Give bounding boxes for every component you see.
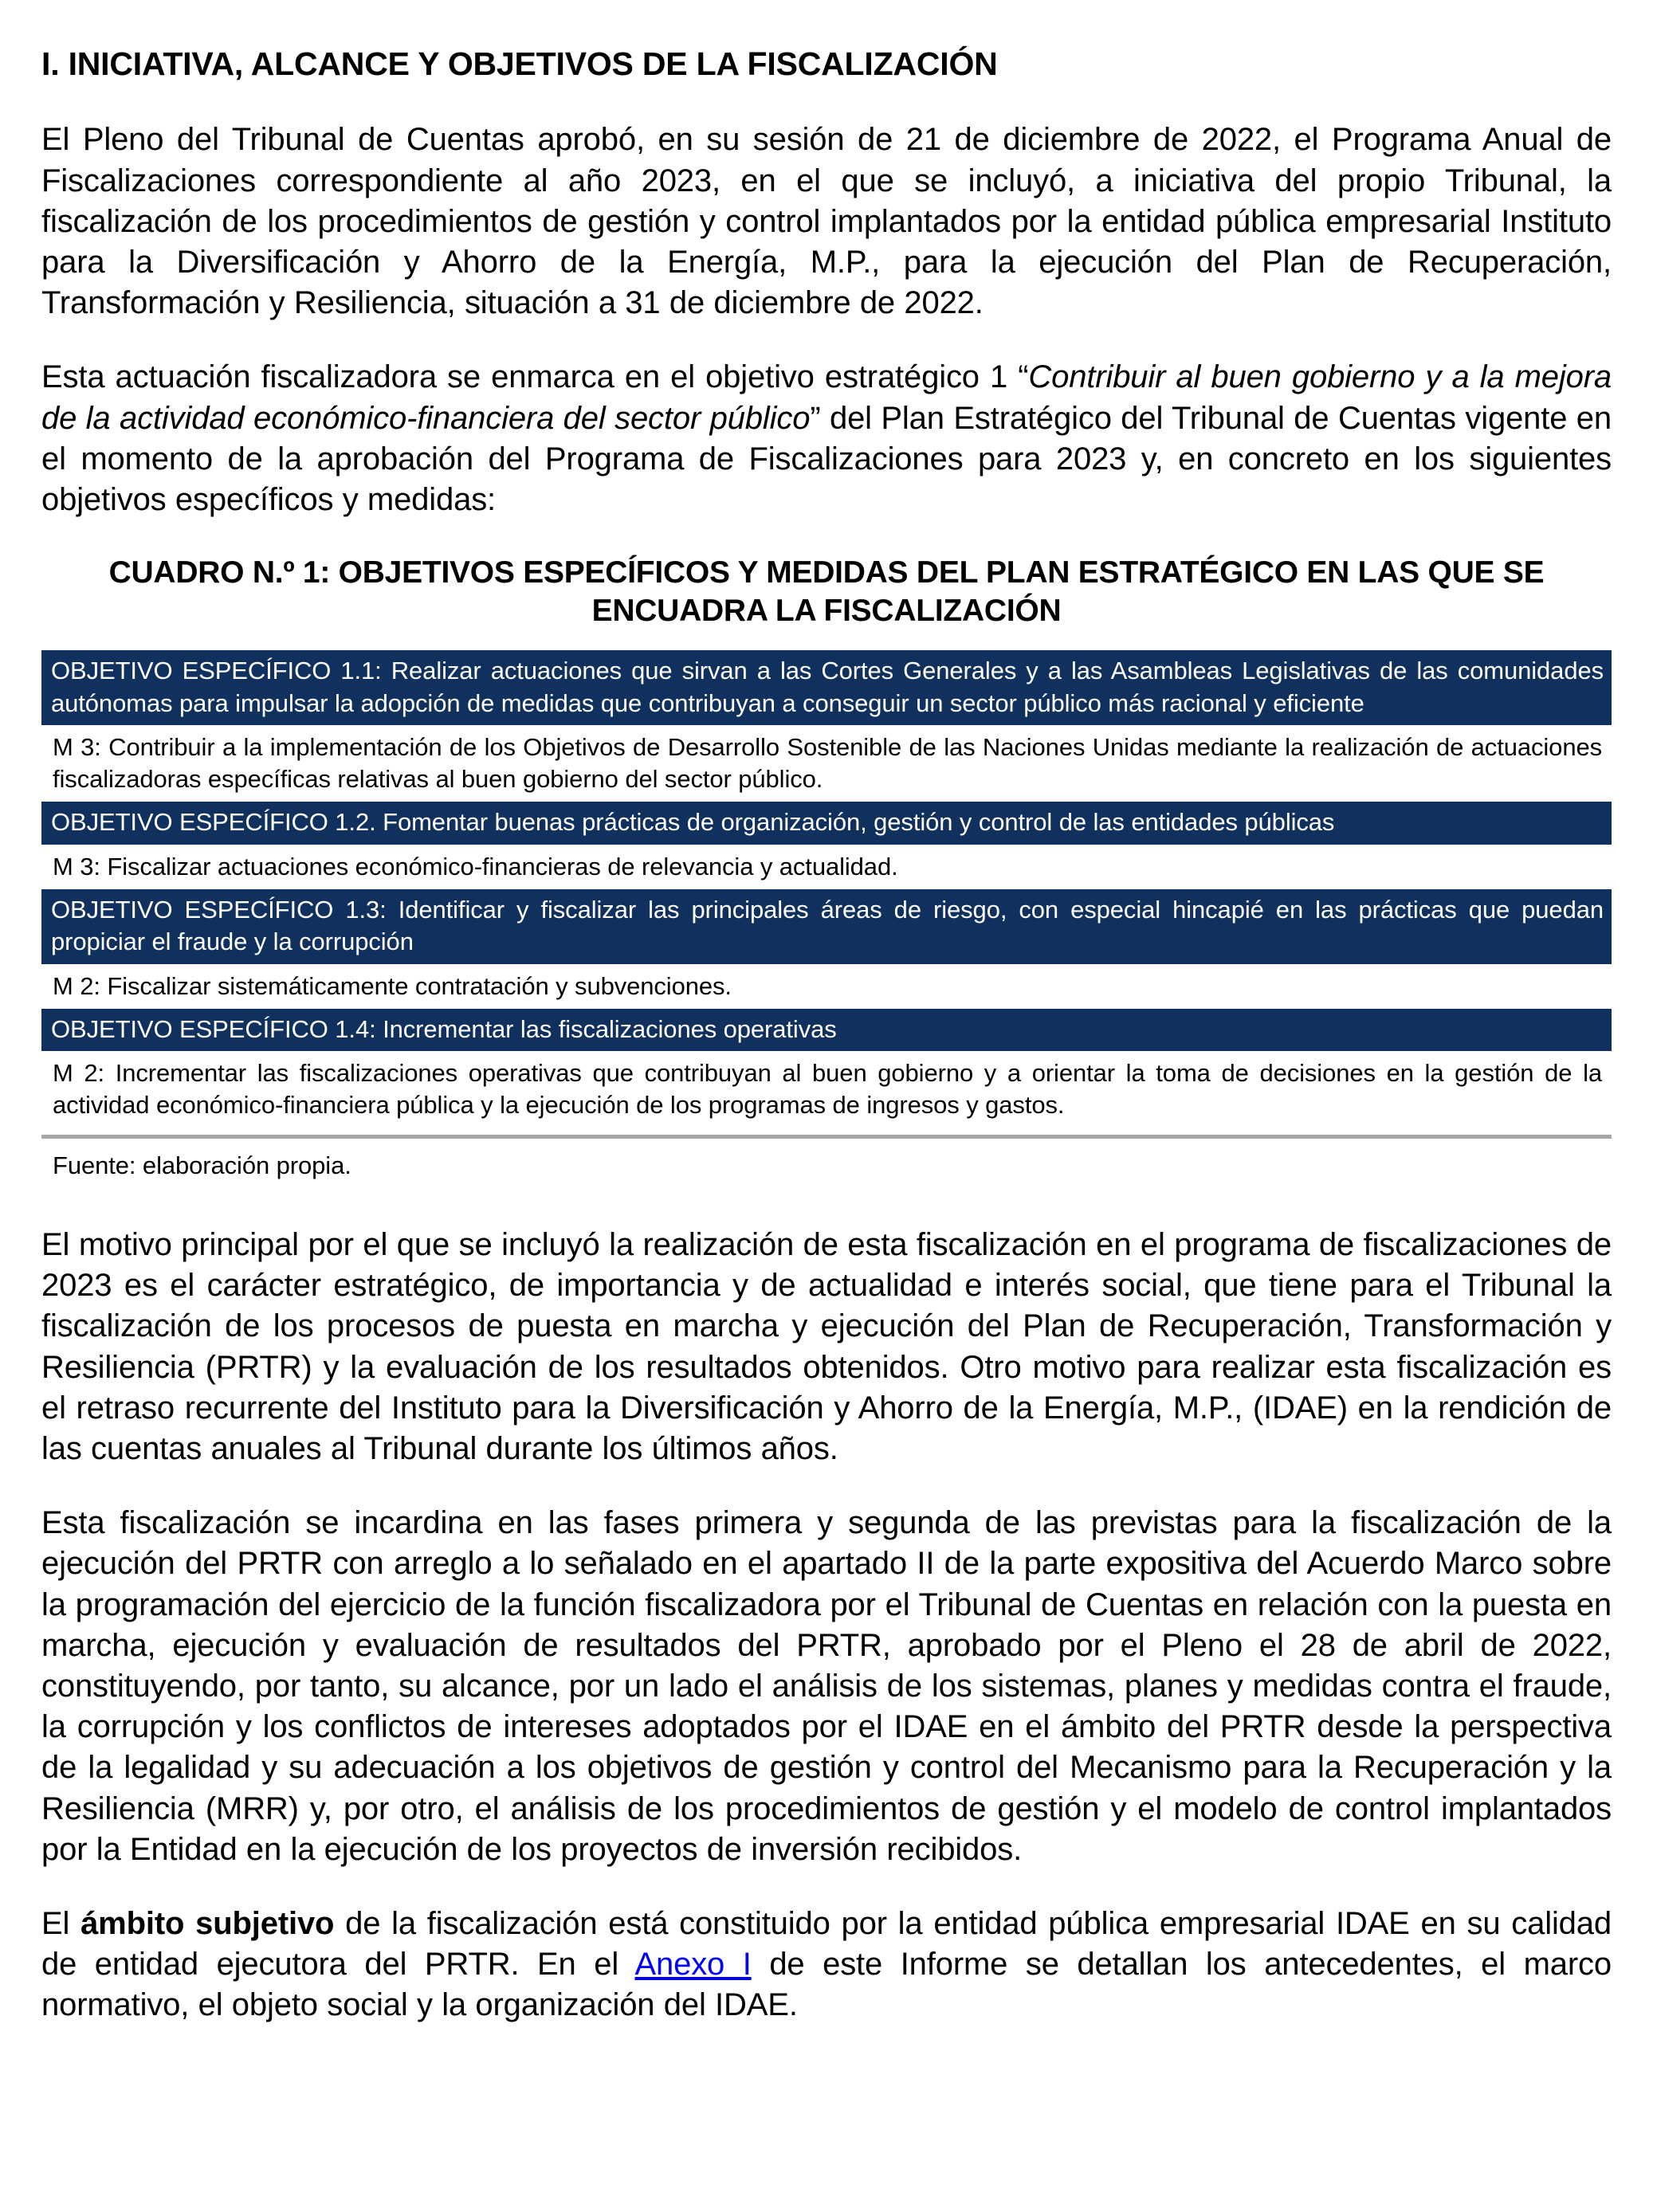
table-row (41, 650, 1612, 725)
objective-header-cell: OBJETIVO ESPECÍFICO 1.2. Fomentar buenas prácticas de organización, gestión y control de las entidades públicas (41, 802, 1612, 845)
cuadro-source-note: Fuente: elaboración propia. (53, 1151, 351, 1179)
cuadro-title: CUADRO N.º 1: OBJETIVOS ESPECÍFICOS Y MEDIDAS DEL PLAN ESTRATÉGICO EN LAS QUE SE ENCUADRA LA FISCALIZACIÓN (108, 555, 1545, 628)
measure-cell: M 2: Incrementar las fiscalizaciones operativas que contribuyan al buen gobierno y a orientar la toma de decisiones en la gestión de la actividad económico-financiera pública y la ejecución de los programas de ingresos y gastos. (41, 1052, 1612, 1128)
ambito-subjetivo-bold: ámbito subjetivo (80, 1905, 335, 1941)
measure-cell: M 2: Fiscalizar sistemáticamente contratación y subvenciones. (41, 964, 1612, 1009)
paragraph-text-part: de este Informe se detallan los antecedentes, el marco normativo, el objeto social y la organización del IDAE. (41, 1947, 1612, 2023)
table-row (41, 845, 1612, 889)
paragraph-italic-quote: Contribuir al buen gobierno y a la mejora de la actividad económico-financiera del sector público (41, 359, 1612, 436)
table-row (41, 889, 1612, 964)
cuadro-objetivos-table (41, 650, 1612, 1128)
table-row (41, 1052, 1612, 1128)
objective-header-cell: OBJETIVO ESPECÍFICO 1.1: Realizar actuaciones que sirvan a las Cortes Generales y a las Asambleas Legislativas de las comunidades autónomas para impulsar la adopción de medidas que contribuyan a conseguir un sector público más racional y eficiente (41, 650, 1612, 725)
anexo-i-link[interactable]: Anexo I (634, 1947, 752, 1983)
table-row (41, 802, 1612, 845)
table-row (41, 725, 1612, 802)
page-title: I. INICIATIVA, ALCANCE Y OBJETIVOS DE LA FISCALIZACIÓN (41, 45, 998, 82)
paragraph-intro-programa-anual: El Pleno del Tribunal de Cuentas aprobó, en su sesión de 21 de diciembre de 2022, el Programa Anual de Fiscalizaciones correspondiente al año 2023, en el que se incluyó, a iniciativa del propio Tribunal, la fiscalización de los procedimientos de gestión y control implantados por la entidad pública empresarial Instituto para la Diversificación y Ahorro de la Energía, M.P., para la ejecución del Plan de Recuperación, Transformación y Resiliencia, situación a 31 de diciembre de 2022. (41, 122, 1612, 321)
measure-cell: M 3: Fiscalizar actuaciones económico-financieras de relevancia y actualidad. (41, 845, 1612, 889)
paragraph-motivo-principal: El motivo principal por el que se incluyó la realización de esta fiscalización en el programa de fiscalizaciones de 2023 es el carácter estratégico, de importancia y de actualidad e interés social, que tiene para el Tribunal la fiscalización de los procesos de puesta en marcha y ejecución del Plan de Recuperación, Transformación y Resiliencia (PRTR) y la evaluación de los resultados obtenidos. Otro motivo para realizar esta fiscalización es el retraso recurrente del Instituto para la Diversificación y Ahorro de la Energía, M.P., (IDAE) en la rendición de las cuentas anuales al Tribunal durante los últimos años. (41, 1227, 1612, 1467)
spacer (41, 1182, 1612, 1225)
measure-cell: M 3: Contribuir a la implementación de los Objetivos de Desarrollo Sostenible de las Naciones Unidas mediante la realización de actuaciones fiscalizadoras específicas relativas al buen gobierno del sector público. (41, 725, 1612, 802)
table-row (41, 964, 1612, 1009)
paragraph-text-part: ” del Plan Estratégico del Tribunal de Cuentas vigente en el momento de la aprobación del Programa de Fiscalizaciones para 2023 y, en concreto en los siguientes objetivos específicos y medidas: (41, 400, 1612, 517)
paragraph-text-part: El (41, 1905, 81, 1941)
paragraph-ambito-subjetivo (41, 1904, 1612, 2026)
paragraph-incardina-fases: Esta fiscalización se incardina en las fases primera y segunda de las previstas para la fiscalización de la ejecución del PRTR con arreglo a lo señalado en el apartado II de la parte expositiva del Acuerdo Marco sobre la programación del ejercicio de la función fiscalizadora por el Tribunal de Cuentas en relación con la puesta en marcha, ejecución y evaluación de resultados del PRTR, aprobado por el Pleno el 28 de abril de 2022, constituyendo, por tanto, su alcance, por un lado el análisis de los sistemas, planes y medidas contra el fraude, la corrupción y los conflictos de intereses adoptados por el IDAE en el ámbito del PRTR desde la perspectiva de la legalidad y su adecuación a los objetivos de gestión y control del Mecanismo para la Recuperación y la Resiliencia (MRR) y, por otro, el análisis de los procedimientos de gestión y el modelo de control implantados por la Entidad en la ejecución de los proyectos de inversión recibidos. (41, 1505, 1612, 1867)
objective-header-cell: OBJETIVO ESPECÍFICO 1.4: Incrementar las fiscalizaciones operativas (41, 1009, 1612, 1052)
paragraph-objetivo-estrategico (41, 357, 1612, 520)
paragraph-text-part: de la fiscalización está constituido por la entidad pública empresarial IDAE en su calidad de entidad ejecutora del PRTR. En el (41, 1905, 1612, 1983)
paragraph-text-part: Esta actuación fiscalizadora se enmarca en el objetivo estratégico 1 “ (41, 359, 1029, 395)
cuadro-table-body (41, 650, 1612, 1128)
objective-header-cell: OBJETIVO ESPECÍFICO 1.3: Identificar y fiscalizar las principales áreas de riesgo, con especial hincapié en las prácticas que puedan propiciar el fraude y la corrupción (41, 889, 1612, 964)
table-row (41, 1009, 1612, 1052)
table-bottom-rule (41, 1135, 1612, 1139)
